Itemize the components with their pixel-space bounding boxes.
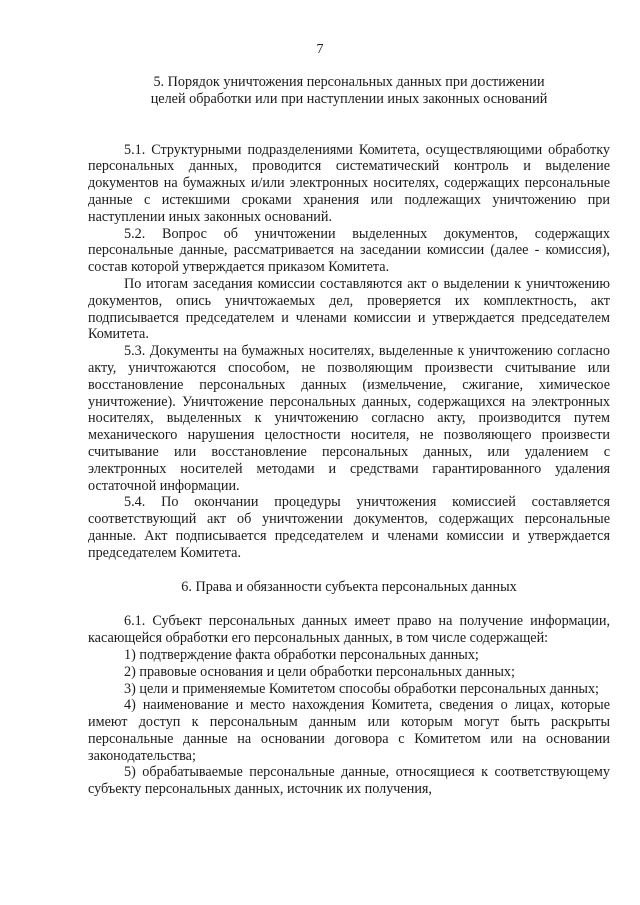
page-number: 7 (316, 42, 324, 57)
paragraph-5-3: 5.3. Документы на бумажных носителях, выделенные к уничтожению согласно акту, уничтожаются способом, не позволяющим произвести считывание или восстановление персональных данных (измельчение, сжигание, химическое уничтожение). Уничтожение персональных данных, содержащихся на электронных носителях, выделенных к уничтожению согласно акту, производится путем механического нарушения целостности носителя, не позволяющего произвести считывание или восстановление персональных данных, или удалением с электронных носителей методами и средствами гарантированного удаления остаточной информации. (88, 343, 610, 494)
paragraph-5-2: 5.2. Вопрос об уничтожении выделенных документов, содержащих персональные данные, рассматривается на заседании комиссии (далее - комиссия), состав которой утверждается приказом Комитета. (88, 225, 610, 276)
list-item-5: 5) обрабатываемые персональные данные, относящиеся к соответствующему субъекту персональных данных, источник их получения, (88, 764, 610, 798)
section-5-heading-line-2: целей обработки или при наступлении иных законных оснований (150, 90, 548, 107)
document-body (88, 70, 610, 798)
section-5-heading-line-1: 5. Порядок уничтожения персональных данных при достижении (153, 74, 545, 90)
paragraph-5-2-act: По итогам заседания комиссии составляются акт о выделении к уничтожению документов, опись уничтожаемых дел, проверяется их комплектность, акт подписывается председателем и членами комиссии и утверждается председателем Комитета. (88, 275, 610, 343)
section-6-heading: 6. Права и обязанности субъекта персональных данных (181, 578, 517, 595)
list-item-3: 3) цели и применяемые Комитетом способы обработки персональных данных; (124, 680, 600, 697)
paragraph-5-1: 5.1. Структурными подразделениями Комитета, осуществляющими обработку персональных данных, проводится систематический контроль и выделение документов на бумажных и/или электронных носителях, содержащих персональные данные с истекшими сроками хранения или подлежащих уничтожению при наступлении иных законных оснований. (88, 141, 610, 225)
list-item-1: 1) подтверждение факта обработки персональных данных; (124, 646, 479, 663)
list-item-2: 2) правовые основания и цели обработки персональных данных; (124, 663, 515, 680)
paragraph-6-1: 6.1. Субъект персональных данных имеет право на получение информации, касающейся обработки его персональных данных, в том числе содержащей: (88, 613, 610, 647)
list-item-4: 4) наименование и место нахождения Комитета, сведения о лицах, которые имеют доступ к персональным данным или которым могут быть раскрыты персональные данные на основании договора с Комитетом или на основании законодательства; (88, 697, 610, 764)
section-5-heading (88, 74, 610, 108)
paragraph-5-4: 5.4. По окончании процедуры уничтожения комиссией составляется соответствующий акт об уничтожении документов, содержащих персональные данные. Акт подписывается председателем и членами комиссии и утверждается председателем Комитета. (88, 494, 610, 561)
